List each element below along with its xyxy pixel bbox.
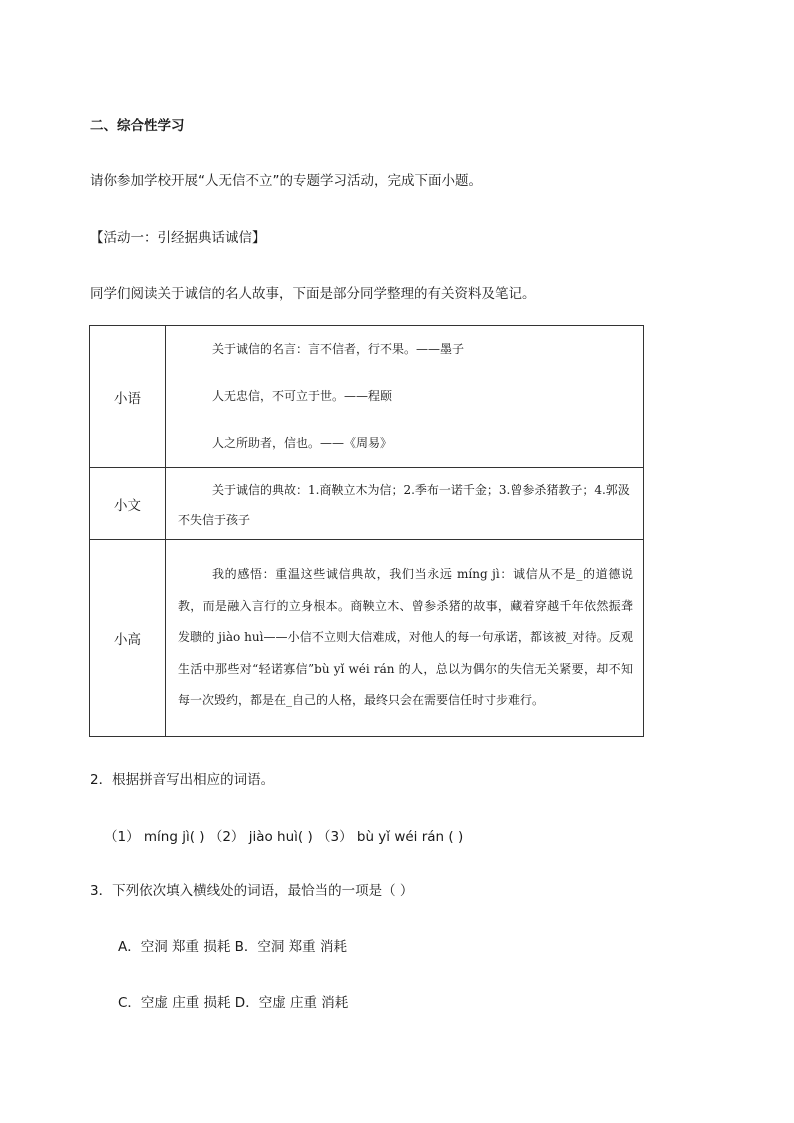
row-content-xiaowen bbox=[166, 468, 644, 540]
section-title: 二、综合性学习 bbox=[90, 118, 185, 134]
row-content-xiaoyu bbox=[166, 326, 644, 468]
activity-description: 同学们阅读关于诚信的名人故事，下面是部分同学整理的有关资料及笔记。 bbox=[90, 286, 536, 302]
question-2-blanks[interactable]: （1） míng jì( ) （2） jiào huì( ) （3） bù yǐ wéi rán ( ) bbox=[104, 829, 464, 845]
reflection-paragraph: 我的感悟：重温这些诚信典故，我们当永远 míng jì：诚信从不是_的道德说教，而是融入言行的立身根本。商鞅立木、曾参杀猪的故事，藏着穿越千年依然振聋发聩的 jiào huì——小信不立则大信难成，对他人的每一句承诺，都该被_对待。反观生活中那些对“轻诺寡信”bù yǐ wéi rán 的人，总以为偶尔的失信无关紧要，却不知每一次毁约，都是在_自己的人格，最终只会在需要信任时寸步难行。 bbox=[178, 567, 633, 708]
question-2-stem: 2．根据拼音写出相应的词语。 bbox=[90, 772, 275, 788]
row-name-xiaoyu: 小语 bbox=[90, 326, 166, 468]
intro-text: 请你参加学校开展“人无信不立”的专题学习活动，完成下面小题。 bbox=[90, 173, 482, 189]
question-3-options-cd[interactable]: C．空虚 庄重 损耗 D．空虚 庄重 消耗 bbox=[118, 995, 349, 1011]
row-content-xiaogao bbox=[166, 540, 644, 737]
question-3-stem: 3．下列依次填入横线处的词语，最恰当的一项是（ ） bbox=[90, 883, 414, 899]
notes-table bbox=[89, 325, 644, 737]
row-name-xiaogao: 小高 bbox=[90, 540, 166, 737]
quote-line: 人之所助者，信也。——《周易》 bbox=[212, 436, 393, 450]
quote-line: 人无忠信，不可立于世。——程颐 bbox=[212, 389, 393, 403]
table-row bbox=[90, 540, 644, 737]
quote-line: 关于诚信的名言：言不信者，行不果。——墨子 bbox=[212, 342, 465, 356]
activity-title: 【活动一：引经据典话诚信】 bbox=[90, 230, 266, 246]
question-3-options-ab[interactable]: A．空洞 郑重 损耗 B．空洞 郑重 消耗 bbox=[118, 939, 347, 955]
table-row bbox=[90, 468, 644, 540]
allusion-list: 关于诚信的典故：1.商鞅立木为信；2.季布一诺千金；3.曾参杀猪教子；4.郭汲不失信于孩子 bbox=[178, 482, 630, 527]
table-row bbox=[90, 326, 644, 468]
row-name-xiaowen: 小文 bbox=[90, 468, 166, 540]
